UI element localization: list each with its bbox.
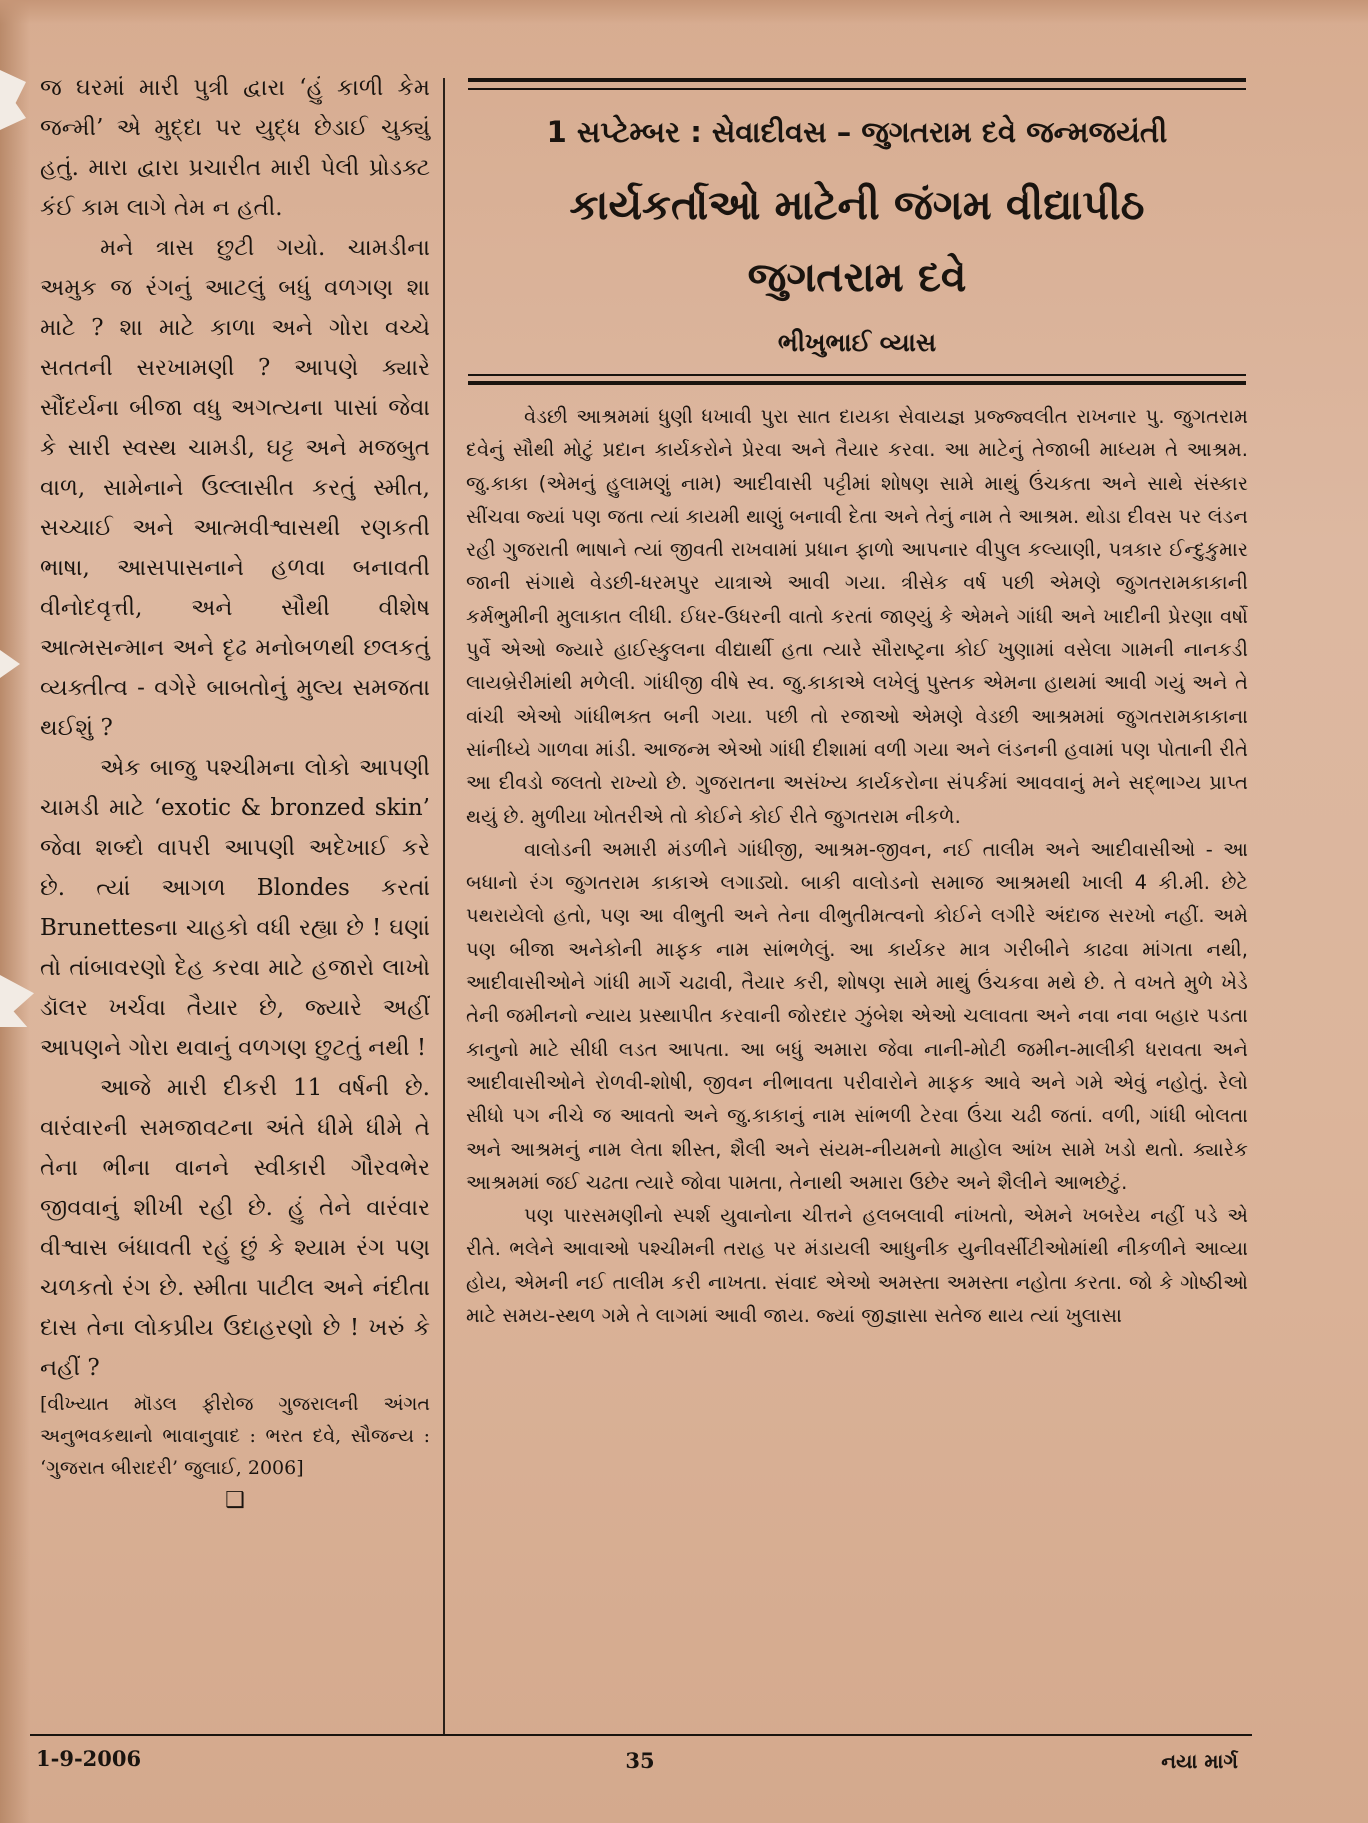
article-kicker: 1 સપ્ટેમ્બર : સેવાદીવસ – જુગતરામ દવે જન્મજયંતી — [546, 115, 1168, 149]
page-shadow-top — [0, 0, 1368, 24]
header-rule — [468, 88, 1246, 90]
left-paragraph: એક બાજુ પશ્ચીમના લોકો આપણી ચામડી માટે ‘exotic & bronzed skin’ જેવા શબ્દો વાપરી આપણી અદેખાઈ કરે છે. ત્યાં આગળ Blondes કરતાં Brunettesના ચાહકો વધી રહ્યા છે ! ઘણાં તો તાંબાવરણો દેહ કરવા માટે હજારો લાખો ડૉલર ખર્ચવા તૈયાર છે, જ્યારે અહીં આપણને ગોરા થવાનું વળગણ છુટતું નથી ! — [40, 755, 430, 1061]
page-number: 35 — [625, 1748, 655, 1773]
article-paragraph: વાલોડની અમારી મંડળીને ગાંધીજી, આશ્રમ-જીવન, નઈ તાલીમ અને આદીવાસીઓ - આ બધાનો રંગ જુગતરામ કાકાએ લગાડ્યો. બાકી વાલોડનો સમાજ આશ્રમથી ખાલી 4 કી.મી. છેટે પથરાયેલો હતો, પણ આ વીભુતી અને તેના વીભુતીમત્વનો કોઈને લગીરે અંદાજ સરખો નહીં. અમે પણ બીજા અનેકોની માફક નામ સાંભળેલું. આ કાર્યકર માત્ર ગરીબીને કાઢવા માંગતા નથી, આદીવાસીઓને ગાંધી માર્ગે ચઢાવી, તૈયાર કરી, શોષણ સામે માથું ઉંચકવા મથે છે. તે વખતે મુળે ખેડે તેની જમીનનો ન્યાય પ્રસ્થાપીત કરવાની જોરદાર ઝુંબેશ એઓ ચલાવતા અને નવા નવા બહાર પડતા કાનુનો માટે સીધી લડત આપતા. આ બધું અમારા જેવા નાની-મોટી જમીન-માલીકી ધરાવતા અને આદીવાસીઓને રોળવી-શોષી, જીવન નીભાવતા પરીવારોને માફક આવે અને ગમે એવું નહોતું. રેલો સીધો પગ નીચે જ આવતો અને જુ.કાકાનું નામ સાંભળી ટેરવા ઉંચા ચઢી જતાં. વળી, ગાંધી બોલતા અને આશ્રમનું નામ લેતા શીસ્ત, શૈલી અને સંયમ-નીયમનો માહોલ આંખ સામે ખડો થતો. ક્યારેક આશ્રમમાં જઈ ચઢતા ત્યારે જોવા પામતા, તેનાથી અમારા ઉછેર અને શૈલીને આભછેટું. — [466, 837, 1248, 1194]
left-column — [40, 68, 430, 1518]
left-paragraph: આજે મારી દીકરી 11 વર્ષની છે. વારંવારની સમજાવટના અંતે ધીમે ધીમે તે તેના ભીના વાનને સ્વીકારી ગૌરવભેર જીવવાનું શીખી રહી છે. હું તેને વારંવાર વીશ્વાસ બંધાવતી રહું છું કે શ્યામ રંગ પણ ચળકતો રંગ છે. સ્મીતા પાટીલ અને નંદીતા દાસ તેના લોકપ્રીય ઉદાહરણો છે ! ખરું કે નહીં ? — [40, 1075, 430, 1381]
footer-rule — [30, 1734, 1252, 1736]
column-divider — [443, 78, 445, 1734]
header-rule — [468, 381, 1246, 385]
article-headline: કાર્યકર્તાઓ માટેની જંગમ વીદ્યાપીઠ — [569, 181, 1145, 229]
article-byline: ભીખુભાઈ વ્યાસ — [777, 328, 937, 357]
article-paragraph: વેડછી આશ્રમમાં ધુણી ધખાવી પુરા સાત દાયકા સેવાયજ્ઞ પ્રજ્જ્વલીત રાખનાર પુ. જુગતરામ દવેનું સૌથી મોટું પ્રદાન કાર્યકરોને પ્રેરવા અને તૈયાર કરવા. આ માટેનું તેજાબી માધ્યમ તે આશ્રમ. જુ.કાકા (એમનું હુલામણું નામ) આદીવાસી પટ્ટીમાં શોષણ સામે માથું ઉંચકતા અને સાથે સંસ્કાર સીંચવા જ્યાં પણ જતા ત્યાં કાયમી થાણું બનાવી દેતા અને તેનું નામ તે આશ્રમ. થોડા દીવસ પર લંડન રહી ગુજરાતી ભાષાને ત્યાં જીવતી રાખવામાં પ્રધાન ફાળો આપનાર વીપુલ કલ્યાણી, પત્રકાર ઈન્દુકુમાર જાની સંગાથે વેડછી-ધરમપુર યાત્રાએ આવી ગયા. ત્રીસેક વર્ષ પછી એમણે જુગતરામકાકાની કર્મભુમીની મુલાકાત લીધી. ઈધર-ઉધરની વાતો કરતાં જાણ્યું કે એમને ગાંધી અને ખાદીની પ્રેરણા વર્ષો પુર્વે એઓ જ્યારે હાઈસ્કુલના વીદ્યાર્થી હતા ત્યારે સૌરાષ્ટ્રના કોઈ ખુણામાં વસેલા ગામની નાનકડી લાયબ્રેરીમાંથી મળેલી. ગાંધીજી વીષે સ્વ. જુ.કાકાએ લખેલું પુસ્તક એમના હાથમાં આવી ગયું અને તે વાંચી એઓ ગાંધીભક્ત બની ગયા. પછી તો રજાઓ એમણે વેડછી આશ્રમમાં જુગતરામકાકાના સાંનીધ્યે ગાળવા માંડી. આજન્મ એઓ ગાંધી દીશામાં વળી ગયા અને લંડનની હવામાં પણ પોતાની રીતે આ દીવડો જલતો રાખ્યો છે. ગુજરાતના અસંખ્ય કાર્યકરોના સંપર્કમાં આવવાનું મને સદ્ભાગ્ય પ્રાપ્ત થયું છે. મુળીયા ખોતરીએ તો કોઈને કોઈ રીતે જુગતરામ નીકળે. — [466, 405, 1248, 828]
left-paragraph: મને ત્રાસ છુટી ગયો. ચામડીના અમુક જ રંગનું આટલું બધું વળગણ શા માટે ? શા માટે કાળા અને ગોરા વચ્ચે સતતની સરખામણી ? આપણે ક્યારે સૌંદર્યના બીજા વધુ અગત્યના પાસાં જેવા કે સારી સ્વસ્થ ચામડી, ઘટ્ટ અને મજબુત વાળ, સામેનાને ઉલ્લાસીત કરતું સ્મીત, સચ્ચાઈ અને આત્મવીશ્વાસથી રણકતી ભાષા, આસપાસનાને હળવા બનાવતી વીનોદવૃત્તી, અને સૌથી વીશેષ આત્મસન્માન અને દૃઢ મનોબળથી છલકતું વ્યક્તીત્વ - વગેરે બાબતોનું મુલ્ય સમજતા થઈશું ? — [40, 235, 430, 741]
header-rule — [468, 78, 1246, 82]
header-rule — [468, 374, 1246, 376]
page-shadow-left — [0, 0, 30, 1823]
article-headline-name: જુગતરામ દવે — [747, 253, 967, 301]
issue-date: 1-9-2006 — [36, 1746, 142, 1771]
end-mark: ❑ — [225, 1488, 245, 1513]
source-credit: [વીખ્યાત મૉડલ ફીરોજ ગુજરાલની અંગત અનુભવકથાનો ભાવાનુવાદ : ભરત દવે, સૌજન્ય : ‘ગુજરાત બીરાદરી’ જુલાઈ, 2006] — [40, 1393, 430, 1479]
article-body — [466, 400, 1248, 1332]
article-paragraph: પણ પારસમણીનો સ્પર્શ યુવાનોના ચીત્તને હલબલાવી નાંખતો, એમને ખબરેય નહીં પડે એ રીતે. ભલેને આવાઓ પશ્ચીમની તરાહ પર મંડાયલી આધુનીક યુનીવર્સીટીઓમાંથી નીકળીને આવ્યા હોય, એમની નઈ તાલીમ કરી નાખતા. સંવાદ એઓ અમસ્તા અમસ્તા નહોતા કરતા. જો કે ગોષ્ઠીઓ માટે સમય-સ્થળ ગમે તે લાગમાં આવી જાય. જ્યાં જીજ્ઞાસા સતેજ થાય ત્યાં ખુલાસા — [466, 1204, 1248, 1328]
magazine-name: નયા માર્ગ — [1161, 1749, 1238, 1773]
left-paragraph: જ ઘરમાં મારી પુત્રી દ્વારા ‘હું કાળી કેમ જન્મી’ એ મુદ્દા પર યુદ્ધ છેડાઈ ચુક્યું હતું. મારા દ્વારા પ્રચારીત મારી પેલી પ્રોડક્ટ કંઈ કામ લાગે તેમ ન હતી. — [40, 75, 430, 221]
